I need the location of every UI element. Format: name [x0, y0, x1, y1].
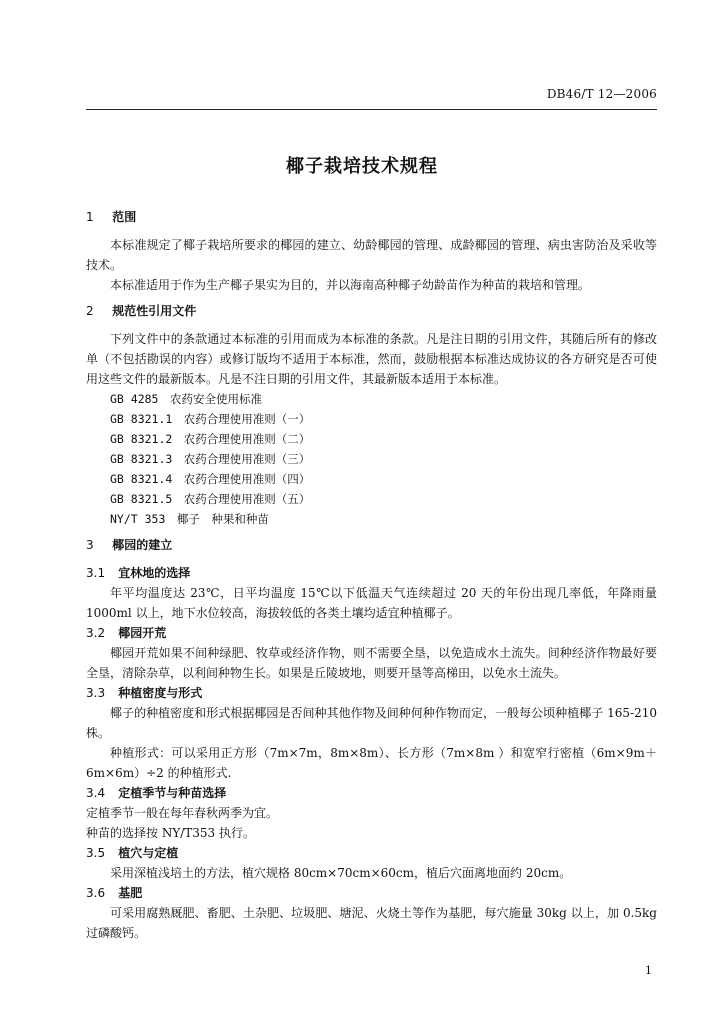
subsection-title: 宜林地的选择 — [118, 566, 191, 580]
subsection-title: 植穴与定植 — [118, 846, 179, 860]
section-number: 3 — [86, 538, 94, 552]
subsection-number: 3.1 — [86, 566, 106, 580]
subsection-title: 椰园开荒 — [118, 626, 167, 640]
subsection-heading — [86, 843, 657, 863]
reference-item: NY/T 353 椰子 种果和种苗 — [110, 512, 269, 526]
subsection-heading — [86, 883, 657, 903]
section-normative-references — [86, 301, 657, 529]
section-heading — [86, 207, 657, 227]
section-heading — [86, 301, 657, 321]
section-number: 1 — [86, 210, 94, 224]
standard-code: DB46/T 12—2006 — [546, 87, 657, 101]
subsection-title: 种植密度与形式 — [118, 686, 203, 700]
paragraph: 下列文件中的条款通过本标准的引用而成为本标准的条款。凡是注日期的引用文件，其随后所有的修改单（不包括勘误的内容）或修订版均不适用于本标准，然而，鼓励根据本标准达成协议的各方研究是否可使用这些文件的最新版本。凡是不注日期的引用文件，其最新版本适用于本标准。 — [86, 332, 657, 386]
section-heading — [86, 535, 657, 555]
subsection-number: 3.6 — [86, 886, 106, 900]
page-number: 1 — [645, 964, 652, 977]
paragraph: 本标准规定了椰子栽培所要求的椰园的建立、幼龄椰园的管理、成龄椰园的管理、病虫害防治及采收等技术。 — [86, 238, 657, 272]
subsection-title: 基肥 — [118, 886, 143, 900]
subsection-number: 3.2 — [86, 626, 106, 640]
paragraph: 可采用腐熟厩肥、畜肥、土杂肥、垃圾肥、塘泥、火烧土等作为基肥，每穴施量 30kg 以上，加 0.5kg 过磷酸钙。 — [86, 906, 657, 940]
paragraph: 椰子的种植密度和形式根据椰园是否间种其他作物及间种何种作物而定，一般每公顷种植椰子 165-210 株。 — [86, 706, 657, 740]
section-title: 椰园的建立 — [112, 538, 173, 552]
paragraph: 种苗的选择按 NY/T353 执行。 — [86, 826, 256, 840]
reference-item: GB 4285 农药安全使用标准 — [110, 392, 262, 406]
subsection-heading — [86, 623, 657, 643]
subsection-heading — [86, 783, 657, 803]
reference-item: GB 8321.4 农药合理使用准则（四） — [110, 472, 311, 486]
reference-item: GB 8321.5 农药合理使用准则（五） — [110, 492, 311, 506]
subsection-number: 3.4 — [86, 786, 106, 800]
paragraph: 椰园开荒如果不间种绿肥、牧草或经济作物，则不需要全垦，以免造成水土流失。间种经济作物最好要全垦，清除杂草，以利间种物生长。如果是丘陵坡地，则要开垦等高梯田，以免水土流失。 — [86, 646, 657, 680]
paragraph: 定植季节一般在每年春秋两季为宜。 — [86, 806, 279, 820]
section-title: 规范性引用文件 — [112, 304, 197, 318]
document-body — [86, 207, 657, 949]
subsection-number: 3.5 — [86, 846, 106, 860]
subsection-heading — [86, 683, 657, 703]
paragraph: 年平均温度达 23℃，日平均温度 15℃以下低温天气连续超过 20 天的年份出现几率低，年降雨量 1000ml 以上，地下水位较高，海拔较低的各类土壤均适宜种植椰子。 — [86, 586, 657, 620]
section-title: 范围 — [112, 210, 137, 224]
section-orchard-establishment — [86, 535, 657, 943]
paragraph: 种植形式：可以采用正方形（7m×7m，8m×8m）、长方形（7m×8m ）和宽窄行密植（6m×9m＋6m×6m）÷2 的种植形式. — [86, 746, 657, 780]
header-divider — [86, 109, 657, 110]
subsection-number: 3.3 — [86, 686, 106, 700]
section-number: 2 — [86, 304, 94, 318]
section-scope — [86, 207, 657, 295]
reference-item: GB 8321.2 农药合理使用准则（二） — [110, 432, 311, 446]
reference-item: GB 8321.1 农药合理使用准则（一） — [110, 412, 311, 426]
reference-item: GB 8321.3 农药合理使用准则（三） — [110, 452, 311, 466]
paragraph: 采用深植浅培土的方法，植穴规格 80cm×70cm×60cm，植后穴面离地面约 20cm。 — [110, 866, 572, 880]
subsection-heading — [86, 563, 657, 583]
subsection-title: 定植季节与种苗选择 — [118, 786, 227, 800]
paragraph: 本标准适用于作为生产椰子果实为目的，并以海南高种椰子幼龄苗作为种苗的栽培和管理。 — [110, 278, 591, 292]
document-title: 椰子栽培技术规程 — [286, 156, 438, 177]
